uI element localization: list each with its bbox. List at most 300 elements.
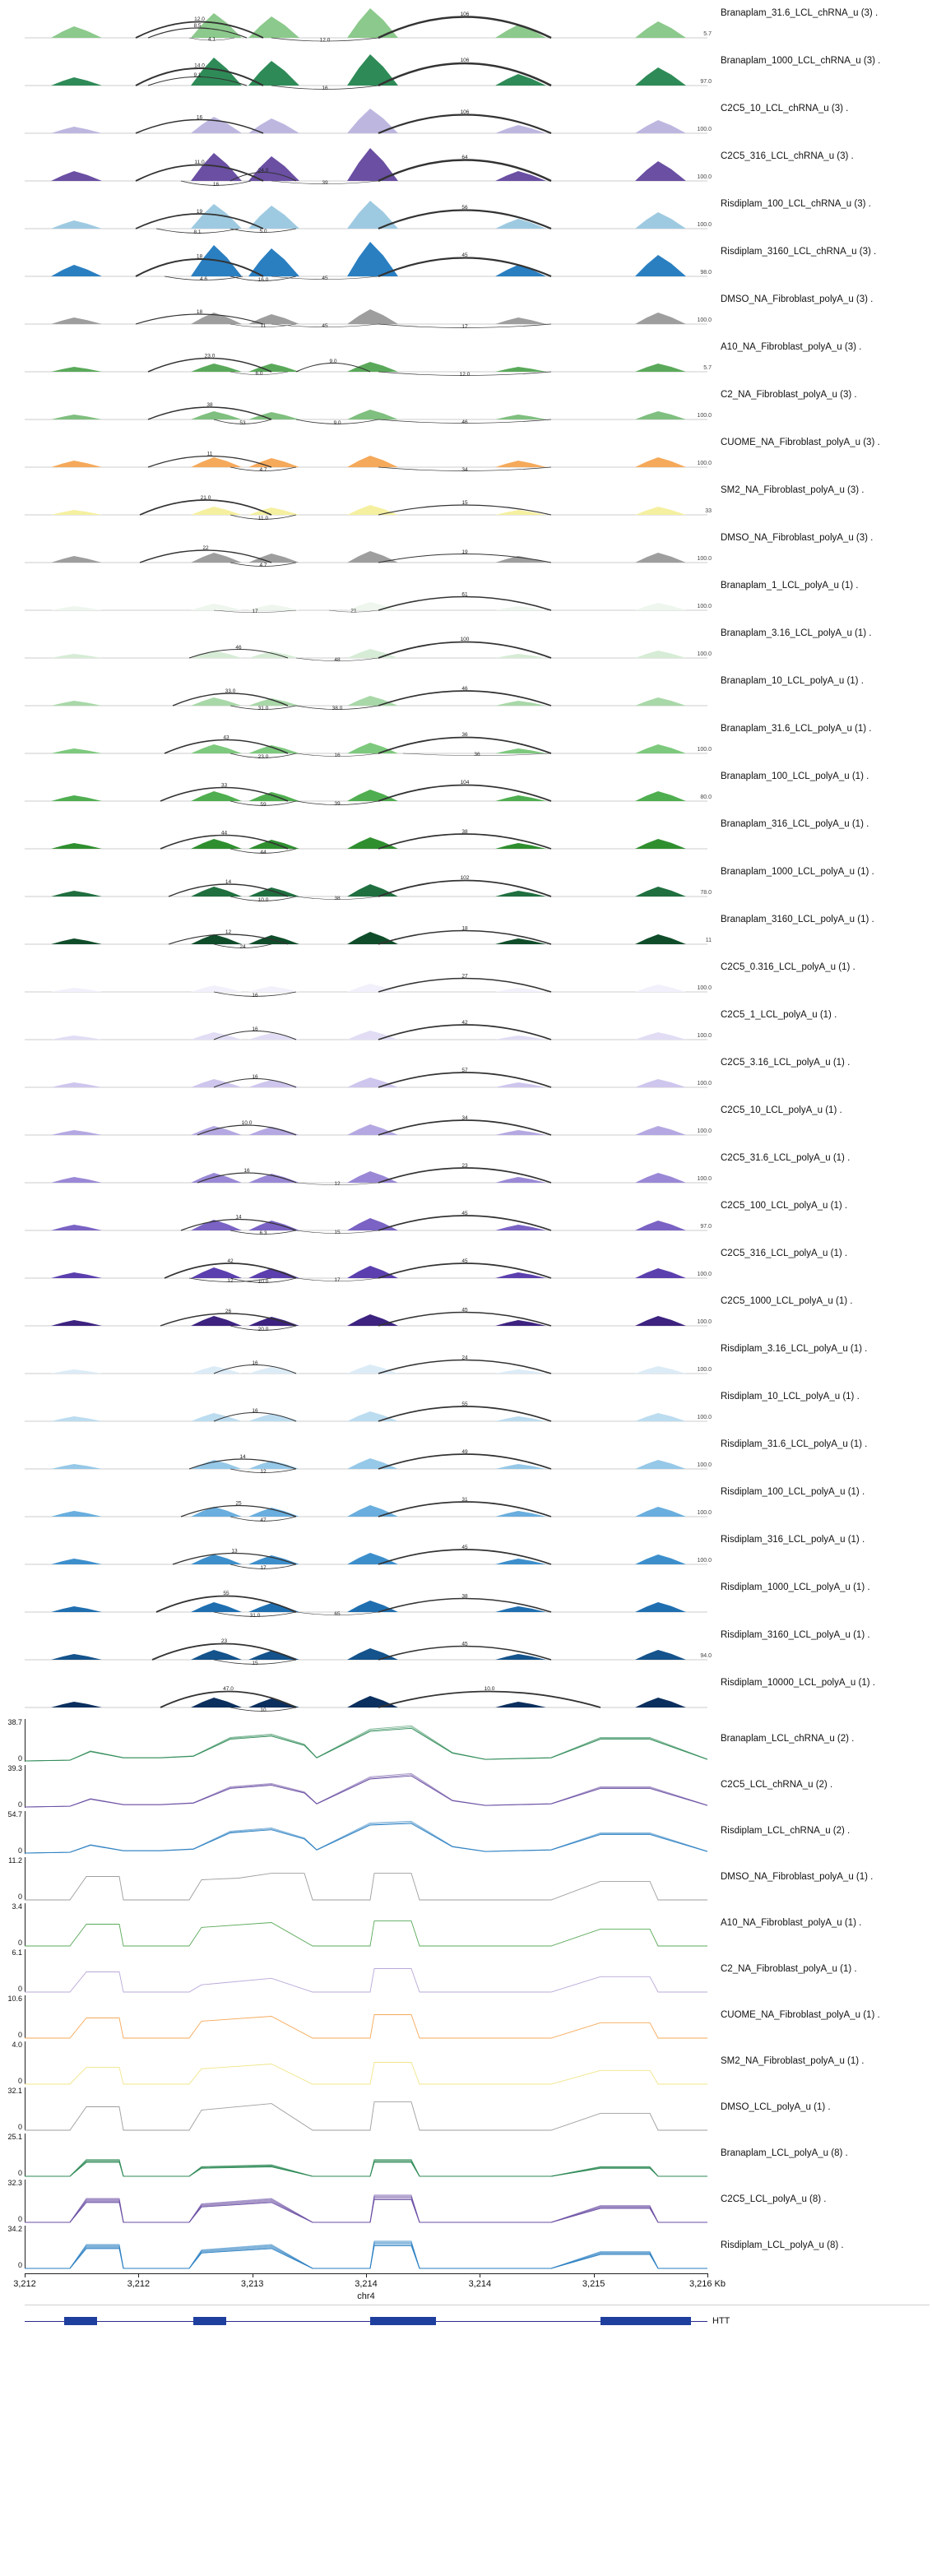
y-axis-min: 0 (17, 1800, 22, 1809)
density-plot-area (25, 1948, 707, 1994)
junction-count: 11.0 (194, 160, 205, 166)
junction-count: 64 (461, 154, 468, 160)
sashimi-plot-area (25, 954, 707, 1002)
axis-tick-label: 3,214 (355, 2279, 378, 2289)
sashimi-track (0, 1479, 932, 1527)
sashimi-plot-area (25, 0, 707, 48)
sashimi-track-label: Branaplam_3.16_LCL_polyA_u (1) . (721, 628, 872, 638)
sashimi-track-label: C2C5_316_LCL_chRNA_u (3) . (721, 151, 854, 161)
junction-count: 26 (225, 1309, 232, 1314)
track-scale-max: 100.0 (697, 1128, 712, 1134)
sashimi-track (0, 763, 932, 811)
junction-count: 38.0 (332, 706, 343, 711)
junction-count: 16 (252, 1026, 258, 1032)
junction-count: 106 (460, 11, 470, 17)
y-axis-max: 54.7 (7, 1810, 22, 1818)
sashimi-track (0, 477, 932, 525)
track-scale-max: 100.0 (697, 604, 712, 609)
junction-count: 31.0 (257, 706, 269, 711)
sashimi-track (0, 954, 932, 1002)
junction-count: 18 (461, 925, 468, 932)
coverage-area (25, 201, 707, 229)
density-plot-area (25, 1994, 707, 2040)
y-axis-min: 0 (17, 1846, 22, 1855)
junction-count: 57 (461, 1067, 468, 1073)
track-scale-max: 100.0 (697, 1176, 712, 1182)
sashimi-track-label: Branaplam_31.6_LCL_chRNA_u (3) . (721, 8, 879, 18)
density-track (0, 1948, 932, 1994)
junction-count: 45 (461, 1641, 468, 1647)
coverage-area (25, 242, 707, 276)
sashimi-track (0, 811, 932, 859)
density-line (25, 2197, 707, 2222)
sashimi-plot-area (25, 286, 707, 334)
coverage-area (25, 884, 707, 897)
junction-count: 45 (461, 1258, 468, 1264)
junction-count: 23 (461, 1162, 468, 1169)
density-track-label: Branaplam_LCL_chRNA_u (2) . (721, 1734, 855, 1744)
junction-count: 16.0 (257, 277, 269, 283)
density-track (0, 2040, 932, 2086)
junction-count: 15 (252, 1661, 258, 1666)
track-scale-max: 100.0 (697, 1033, 712, 1039)
sashimi-track (0, 1193, 932, 1240)
track-scale-max: 98.0 (700, 270, 712, 276)
track-scale-max: 33 (705, 508, 712, 514)
density-track-label: CUOME_NA_Fibroblast_polyA_u (1) . (721, 2010, 880, 2020)
sashimi-plot-area (25, 1670, 707, 1717)
junction-count: 46 (235, 644, 242, 651)
coverage-area (25, 109, 707, 133)
sashimi-track-label: Risdiplam_100_LCL_chRNA_u (3) . (721, 199, 871, 209)
junction-count: 14 (235, 1214, 242, 1221)
track-scale-max: 100.0 (697, 651, 712, 657)
junction-count: 6.3 (259, 1230, 267, 1236)
gene-model-track (0, 2303, 932, 2341)
sashimi-track-label: Branaplam_1000_LCL_polyA_u (1) . (721, 867, 874, 877)
coverage-area (25, 1505, 707, 1517)
gene-name-label: HTT (712, 2316, 730, 2326)
coverage-area (25, 456, 707, 467)
sashimi-plot-area (25, 1383, 707, 1431)
junction-count: 12.0 (319, 37, 331, 44)
density-line (25, 1921, 707, 1946)
coverage-area (25, 309, 707, 324)
sashimi-plot-area (25, 429, 707, 477)
junction-count: 14 (239, 1454, 246, 1461)
sashimi-track-label: Risdiplam_100_LCL_polyA_u (1) . (721, 1487, 865, 1497)
y-axis-min: 0 (17, 2261, 22, 2269)
junction-count: 102 (460, 875, 470, 882)
track-scale-max: 100.0 (697, 461, 712, 466)
gene-exon (600, 2317, 691, 2325)
axis-tick (366, 2273, 367, 2277)
y-axis-max: 32.3 (7, 2179, 22, 2187)
sashimi-track (0, 1383, 932, 1431)
density-track-label: A10_NA_Fibroblast_polyA_u (1) . (721, 1918, 862, 1928)
junction-count: 13 (231, 1548, 238, 1554)
sashimi-plot-area (25, 239, 707, 286)
junction-count: 20.0 (257, 1327, 269, 1332)
sashimi-track (0, 143, 932, 191)
sashimi-track-label: C2C5_10_LCL_chRNA_u (3) . (721, 104, 849, 114)
junction-count: 36 (461, 732, 468, 739)
coverage-area (25, 1553, 707, 1564)
sashimi-track-label: A10_NA_Fibroblast_polyA_u (3) . (721, 342, 862, 352)
junction-count: 8.5 (193, 23, 202, 30)
coverage-area (25, 984, 707, 992)
y-axis-max: 38.7 (7, 1718, 22, 1726)
coverage-area (25, 1171, 707, 1183)
junction-count: 27 (461, 973, 468, 980)
sashimi-plot-area (25, 334, 707, 382)
junction-count: 56 (461, 205, 468, 211)
sashimi-plot-area (25, 763, 707, 811)
junction-count: 49 (461, 1448, 468, 1455)
coverage-area (25, 1124, 707, 1135)
sashimi-track (0, 1574, 932, 1622)
sashimi-plot-area (25, 1622, 707, 1670)
junction-count: 11 (260, 323, 267, 329)
junction-count: 23.0 (257, 754, 269, 760)
y-axis-min: 0 (17, 1893, 22, 1901)
coverage-area (25, 410, 707, 419)
track-scale-max: 100.0 (697, 747, 712, 753)
junction-count: 4.7 (259, 467, 267, 473)
coverage-area (25, 1648, 707, 1660)
density-plot-area (25, 1902, 707, 1948)
junction-count: 19 (196, 208, 203, 215)
junction-count: 31.0 (249, 1613, 261, 1619)
density-track (0, 1994, 932, 2040)
sashimi-track (0, 1097, 932, 1145)
coverage-area (25, 743, 707, 753)
density-track (0, 1763, 932, 1809)
sashimi-track-label: Risdiplam_3160_LCL_chRNA_u (3) . (721, 247, 877, 257)
junction-count: 45 (322, 323, 328, 329)
junction-count: 16 (252, 1360, 258, 1366)
sashimi-track-label: Branaplam_10_LCL_polyA_u (1) . (721, 676, 864, 686)
y-axis-min: 0 (17, 2031, 22, 2039)
junction-count: 45 (461, 1307, 468, 1313)
axis-tick (138, 2273, 139, 2277)
track-scale-max: 100.0 (697, 1558, 712, 1564)
coverage-area (25, 1696, 707, 1707)
junction-count: 16 (252, 1407, 258, 1414)
sashimi-track-label: CUOME_NA_Fibroblast_polyA_u (3) . (721, 438, 880, 447)
junction-count: 61 (461, 591, 468, 598)
density-line (25, 1776, 707, 1807)
density-track-label: DMSO_NA_Fibroblast_polyA_u (1) . (721, 1872, 874, 1882)
junction-count: 18 (196, 309, 203, 316)
junction-arc (378, 1692, 600, 1708)
junction-count: 55 (223, 1591, 230, 1597)
y-axis-max: 39.3 (7, 1764, 22, 1772)
sashimi-track (0, 1336, 932, 1383)
track-scale-max: 100.0 (697, 317, 712, 323)
density-line (25, 2245, 707, 2268)
junction-count: 24 (239, 944, 246, 950)
junction-count: 44 (260, 850, 267, 855)
junction-count: 19 (461, 549, 468, 555)
density-track (0, 2086, 932, 2132)
junction-count: 45 (461, 1544, 468, 1550)
junction-count: 31 (461, 1496, 468, 1503)
track-scale-max: 80.0 (700, 795, 712, 800)
sashimi-track (0, 525, 932, 572)
sashimi-track-label: C2C5_31.6_LCL_polyA_u (1) . (721, 1153, 851, 1163)
junction-count: 55 (461, 1401, 468, 1407)
density-line (25, 2242, 707, 2268)
density-plot-area (25, 1717, 707, 1763)
junction-count: 47 (260, 1517, 267, 1523)
sashimi-track (0, 286, 932, 334)
y-axis-max: 3.4 (12, 1902, 22, 1911)
density-line (25, 2196, 707, 2222)
density-track-label: SM2_NA_Fibroblast_polyA_u (1) . (721, 2056, 865, 2066)
sashimi-track (0, 1049, 932, 1097)
sashimi-plot-area (25, 95, 707, 143)
junction-count: 4.7 (259, 563, 267, 568)
density-track (0, 1856, 932, 1902)
y-axis-min: 0 (17, 1754, 22, 1763)
coverage-area (25, 1314, 707, 1326)
junction-count: 38 (206, 402, 213, 408)
sashimi-track-label: C2C5_3.16_LCL_polyA_u (1) . (721, 1058, 851, 1068)
coverage-area (25, 551, 707, 563)
y-axis-max: 10.6 (7, 1995, 22, 2003)
junction-count: 6.0 (255, 371, 263, 377)
y-axis-min: 0 (17, 2077, 22, 2085)
track-scale-max: 100.0 (697, 556, 712, 562)
track-scale-max: 97.0 (700, 1224, 712, 1230)
junction-count: 24 (461, 1355, 468, 1361)
junction-count: 22 (202, 545, 209, 551)
junction-count: 21.0 (200, 494, 211, 501)
junction-count: 10.0 (484, 1686, 495, 1693)
sashimi-plot-area (25, 1336, 707, 1383)
junction-count: 34 (461, 467, 468, 473)
y-axis-min: 0 (17, 1939, 22, 1947)
sashimi-plot-area (25, 716, 707, 763)
density-track (0, 1902, 932, 1948)
sashimi-track (0, 1527, 932, 1574)
sashimi-track (0, 1145, 932, 1193)
junction-count: 14 (225, 879, 232, 885)
density-plot-area (25, 2086, 707, 2132)
junction-count: 16 (252, 993, 258, 998)
junction-count: 106 (460, 58, 470, 64)
junction-count: 16 (334, 753, 341, 758)
density-line (25, 1775, 707, 1807)
density-line (25, 2198, 707, 2222)
density-line (25, 2063, 707, 2085)
junction-count: 42 (461, 1019, 468, 1026)
sashimi-plot-area (25, 1240, 707, 1288)
junction-count: 12.0 (194, 16, 205, 23)
gene-exon (193, 2317, 226, 2325)
junction-count: 11 (206, 451, 213, 457)
junction-count: 14.0 (194, 63, 205, 69)
junction-count: 23 (220, 1638, 228, 1645)
axis-tick-label: 3,214 (468, 2279, 492, 2289)
sashimi-track-label: C2C5_10_LCL_polyA_u (1) . (721, 1105, 842, 1115)
sashimi-plot-area (25, 382, 707, 429)
junction-count: 5.0 (259, 229, 267, 234)
sashimi-track-label: C2C5_1000_LCL_polyA_u (1) . (721, 1296, 853, 1306)
sashimi-track (0, 191, 932, 239)
track-scale-max: 94.0 (700, 1653, 712, 1659)
junction-count: 104 (460, 780, 470, 786)
track-scale-max: 100.0 (697, 1319, 712, 1325)
density-plot-area (25, 2132, 707, 2178)
density-line (25, 2244, 707, 2268)
coverage-area (25, 505, 707, 515)
sashimi-track-label: Risdiplam_10000_LCL_polyA_u (1) . (721, 1678, 875, 1688)
sashimi-track (0, 239, 932, 286)
junction-count: 45 (322, 276, 328, 281)
sashimi-plot-area (25, 191, 707, 239)
density-line (25, 2243, 707, 2268)
sashimi-track-label: Branaplam_1000_LCL_chRNA_u (3) . (721, 56, 881, 66)
junction-count: 9.0 (329, 358, 337, 364)
junction-count: 4.1 (207, 36, 216, 43)
sashimi-track (0, 95, 932, 143)
density-track (0, 1809, 932, 1856)
sashimi-track (0, 1670, 932, 1717)
sashimi-track (0, 572, 932, 620)
y-axis-max: 6.1 (12, 1948, 22, 1957)
track-scale-max: 11 (705, 938, 712, 943)
junction-count: 23.0 (204, 353, 216, 359)
density-plot-area (25, 1763, 707, 1809)
junction-count: 17 (461, 324, 468, 330)
sashimi-track-label: Risdiplam_316_LCL_polyA_u (1) . (721, 1535, 865, 1545)
sashimi-track (0, 48, 932, 95)
sashimi-track (0, 429, 932, 477)
junction-count: 17 (334, 1277, 341, 1283)
track-scale-max: 100.0 (697, 1081, 712, 1086)
junction-count: 12 (225, 929, 232, 936)
junction-count: 15 (461, 500, 468, 507)
junction-count: 48 (334, 657, 341, 663)
coverage-area (25, 8, 707, 38)
y-axis-max: 32.1 (7, 2087, 22, 2095)
track-scale-max: 100.0 (697, 985, 712, 991)
density-line (25, 1823, 707, 1853)
coverage-area (25, 837, 707, 849)
junction-count: 10.0 (241, 1120, 253, 1127)
junction-count: 10.0 (257, 897, 269, 903)
sashimi-track-label: Risdiplam_31.6_LCL_polyA_u (1) . (721, 1439, 868, 1449)
y-axis-min: 0 (17, 2215, 22, 2223)
coverage-area (25, 602, 707, 610)
density-line (25, 2199, 707, 2222)
sashimi-track-label: Branaplam_100_LCL_polyA_u (1) . (721, 771, 869, 781)
track-scale-max: 5.7 (703, 31, 712, 37)
sashimi-plot-area (25, 859, 707, 906)
sashimi-plot-area (25, 1002, 707, 1049)
junction-count: 45 (461, 1210, 468, 1216)
density-line (25, 1773, 707, 1807)
density-track-label: Branaplam_LCL_polyA_u (8) . (721, 2148, 848, 2158)
junction-count: 16 (252, 1073, 258, 1080)
axis-tick-label: 3,213 (240, 2279, 264, 2289)
track-scale-max: 97.0 (700, 79, 712, 85)
sashimi-plot-area (25, 811, 707, 859)
axis-tick-label: 3,212 (127, 2279, 151, 2289)
track-scale-max: 100.0 (697, 413, 712, 419)
sashimi-plot-area (25, 1527, 707, 1574)
sashimi-plot-area (25, 1431, 707, 1479)
coverage-area (25, 649, 707, 658)
sashimi-plot-area (25, 1574, 707, 1622)
track-scale-max: 100.0 (697, 1510, 712, 1516)
sashimi-plot-area (25, 1097, 707, 1145)
density-line (25, 1727, 707, 1761)
track-scale-max: 78.0 (700, 890, 712, 896)
gene-exon (370, 2317, 436, 2325)
density-track (0, 1717, 932, 1763)
density-track (0, 2132, 932, 2178)
axis-tick (707, 2273, 708, 2277)
sashimi-track-label: Branaplam_31.6_LCL_polyA_u (1) . (721, 724, 872, 734)
gene-exon (64, 2317, 97, 2325)
junction-count: 16 (196, 114, 203, 121)
junction-count: 100 (460, 637, 470, 643)
junction-count: 12 (260, 1469, 267, 1475)
junction-count: 38 (334, 896, 341, 901)
sashimi-track-label: C2C5_1_LCL_polyA_u (1) . (721, 1010, 837, 1020)
y-axis-max: 4.0 (12, 2041, 22, 2049)
y-axis-min: 0 (17, 2123, 22, 2131)
density-line (25, 2161, 707, 2176)
junction-count: 12 (334, 1181, 341, 1187)
track-scale-max: 100.0 (697, 1272, 712, 1277)
junction-count: 36 (474, 752, 480, 758)
sashimi-track (0, 906, 932, 954)
junction-count: 16 (212, 182, 220, 188)
coverage-area (25, 1218, 707, 1230)
axis-tick (25, 2273, 26, 2277)
sashimi-plot-area (25, 906, 707, 954)
density-plot-area (25, 2040, 707, 2086)
coverage-area (25, 932, 707, 944)
sashimi-plot-area (25, 48, 707, 95)
coverage-area (25, 148, 707, 181)
junction-count: 47.0 (223, 1686, 234, 1693)
sashimi-track (0, 334, 932, 382)
sashimi-plot-area (25, 620, 707, 668)
y-axis-max: 11.2 (8, 1856, 22, 1865)
sashimi-track (0, 1002, 932, 1049)
junction-count: 39 (322, 180, 328, 186)
y-axis-max: 25.1 (7, 2133, 22, 2141)
junction-count: 33.0 (225, 688, 236, 694)
junction-count: 16 (322, 86, 328, 91)
junction-count: 4.6 (199, 276, 208, 282)
sashimi-track (0, 1288, 932, 1336)
sashimi-track (0, 1240, 932, 1288)
sashimi-track-label: C2C5_100_LCL_polyA_u (1) . (721, 1201, 848, 1211)
sashimi-track-label: C2_NA_Fibroblast_polyA_u (3) . (721, 390, 857, 400)
junction-count: 34 (461, 1114, 468, 1121)
density-line (25, 2102, 707, 2130)
junction-count: 17 (260, 1565, 267, 1571)
junction-count: 15 (334, 1230, 341, 1235)
sashimi-plot-area (25, 1193, 707, 1240)
sashimi-track-label: C2C5_0.316_LCL_polyA_u (1) . (721, 962, 855, 972)
